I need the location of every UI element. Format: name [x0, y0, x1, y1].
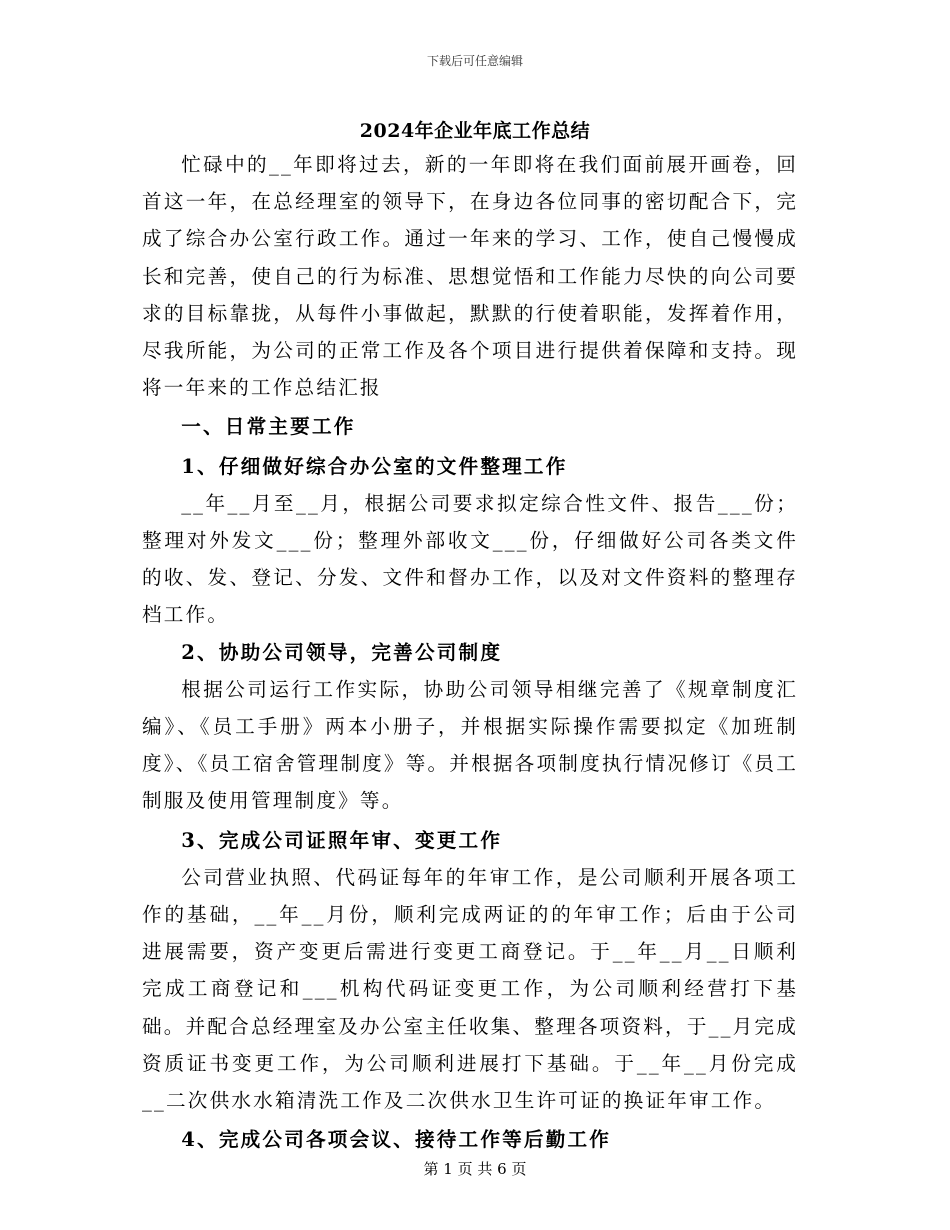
item-heading-license-review: 3、完成公司证照年审、变更工作	[181, 828, 503, 852]
item-heading-company-system: 2、协助公司领导，完善公司制度	[181, 640, 503, 664]
item-paragraph-file-management: __年__月至__月，根据公司要求拟定综合性文件、报告___份；整理对外发文___份；整理外部收文___份，仔细做好公司各类文件的收、发、登记、分发、文件和督办工作，以及对文件资料的整理存档工作。	[142, 491, 798, 627]
item-heading-file-management: 1、仔细做好综合办公室的文件整理工作	[181, 454, 568, 478]
page-header: 下载后可任意编辑	[426, 54, 523, 68]
item-heading-meetings-logistics: 4、完成公司各项会议、接待工作等后勤工作	[181, 1128, 612, 1152]
page-number: 第 1 页 共 6 页	[423, 1160, 527, 1178]
section-heading-daily-work: 一、日常主要工作	[181, 415, 356, 439]
item-paragraph-license-review: 公司营业执照、代码证每年的年审工作，是公司顺利开展各项工作的基础，__年__月份，顺利完成两证的的年审工作；后由于公司进展需要，资产变更后需进行变更工商登记。于__年__月__日顺利完成工商登记和___机构代码证变更工作，为公司顺利经营打下基础。并配合总经理室及办公室主任收集、整理各项资料，于__月完成资质证书变更工作，为公司顺利进展打下基础。于__年__月份完成__二次供水水箱清洗工作及二次供水卫生许可证的换证年审工作。	[142, 865, 799, 1113]
document-title: 2024年企业年底工作总结	[359, 120, 591, 142]
document-body	[142, 146, 798, 1158]
item-paragraph-company-system: 根据公司运行工作实际，协助公司领导相继完善了《规章制度汇编》、《员工手册》两本小册子，并根据实际操作需要拟定《加班制度》、《员工宿舍管理制度》等。并根据各项制度执行情况修订《员工制服及使用管理制度》等。	[142, 677, 799, 813]
intro-paragraph: 忙碌中的__年即将过去，新的一年即将在我们面前展开画卷，回首这一年，在总经理室的领导下，在身边各位同事的密切配合下，完成了综合办公室行政工作。通过一年来的学习、工作，使自己慢慢成长和完善，使自己的行为标准、思想觉悟和工作能力尽快的向公司要求的目标靠拢，从每件小事做起，默默的行使着职能，发挥着作用，尽我所能，为公司的正常工作及各个项目进行提供着保障和支持。现将一年来的工作总结汇报	[142, 153, 798, 400]
